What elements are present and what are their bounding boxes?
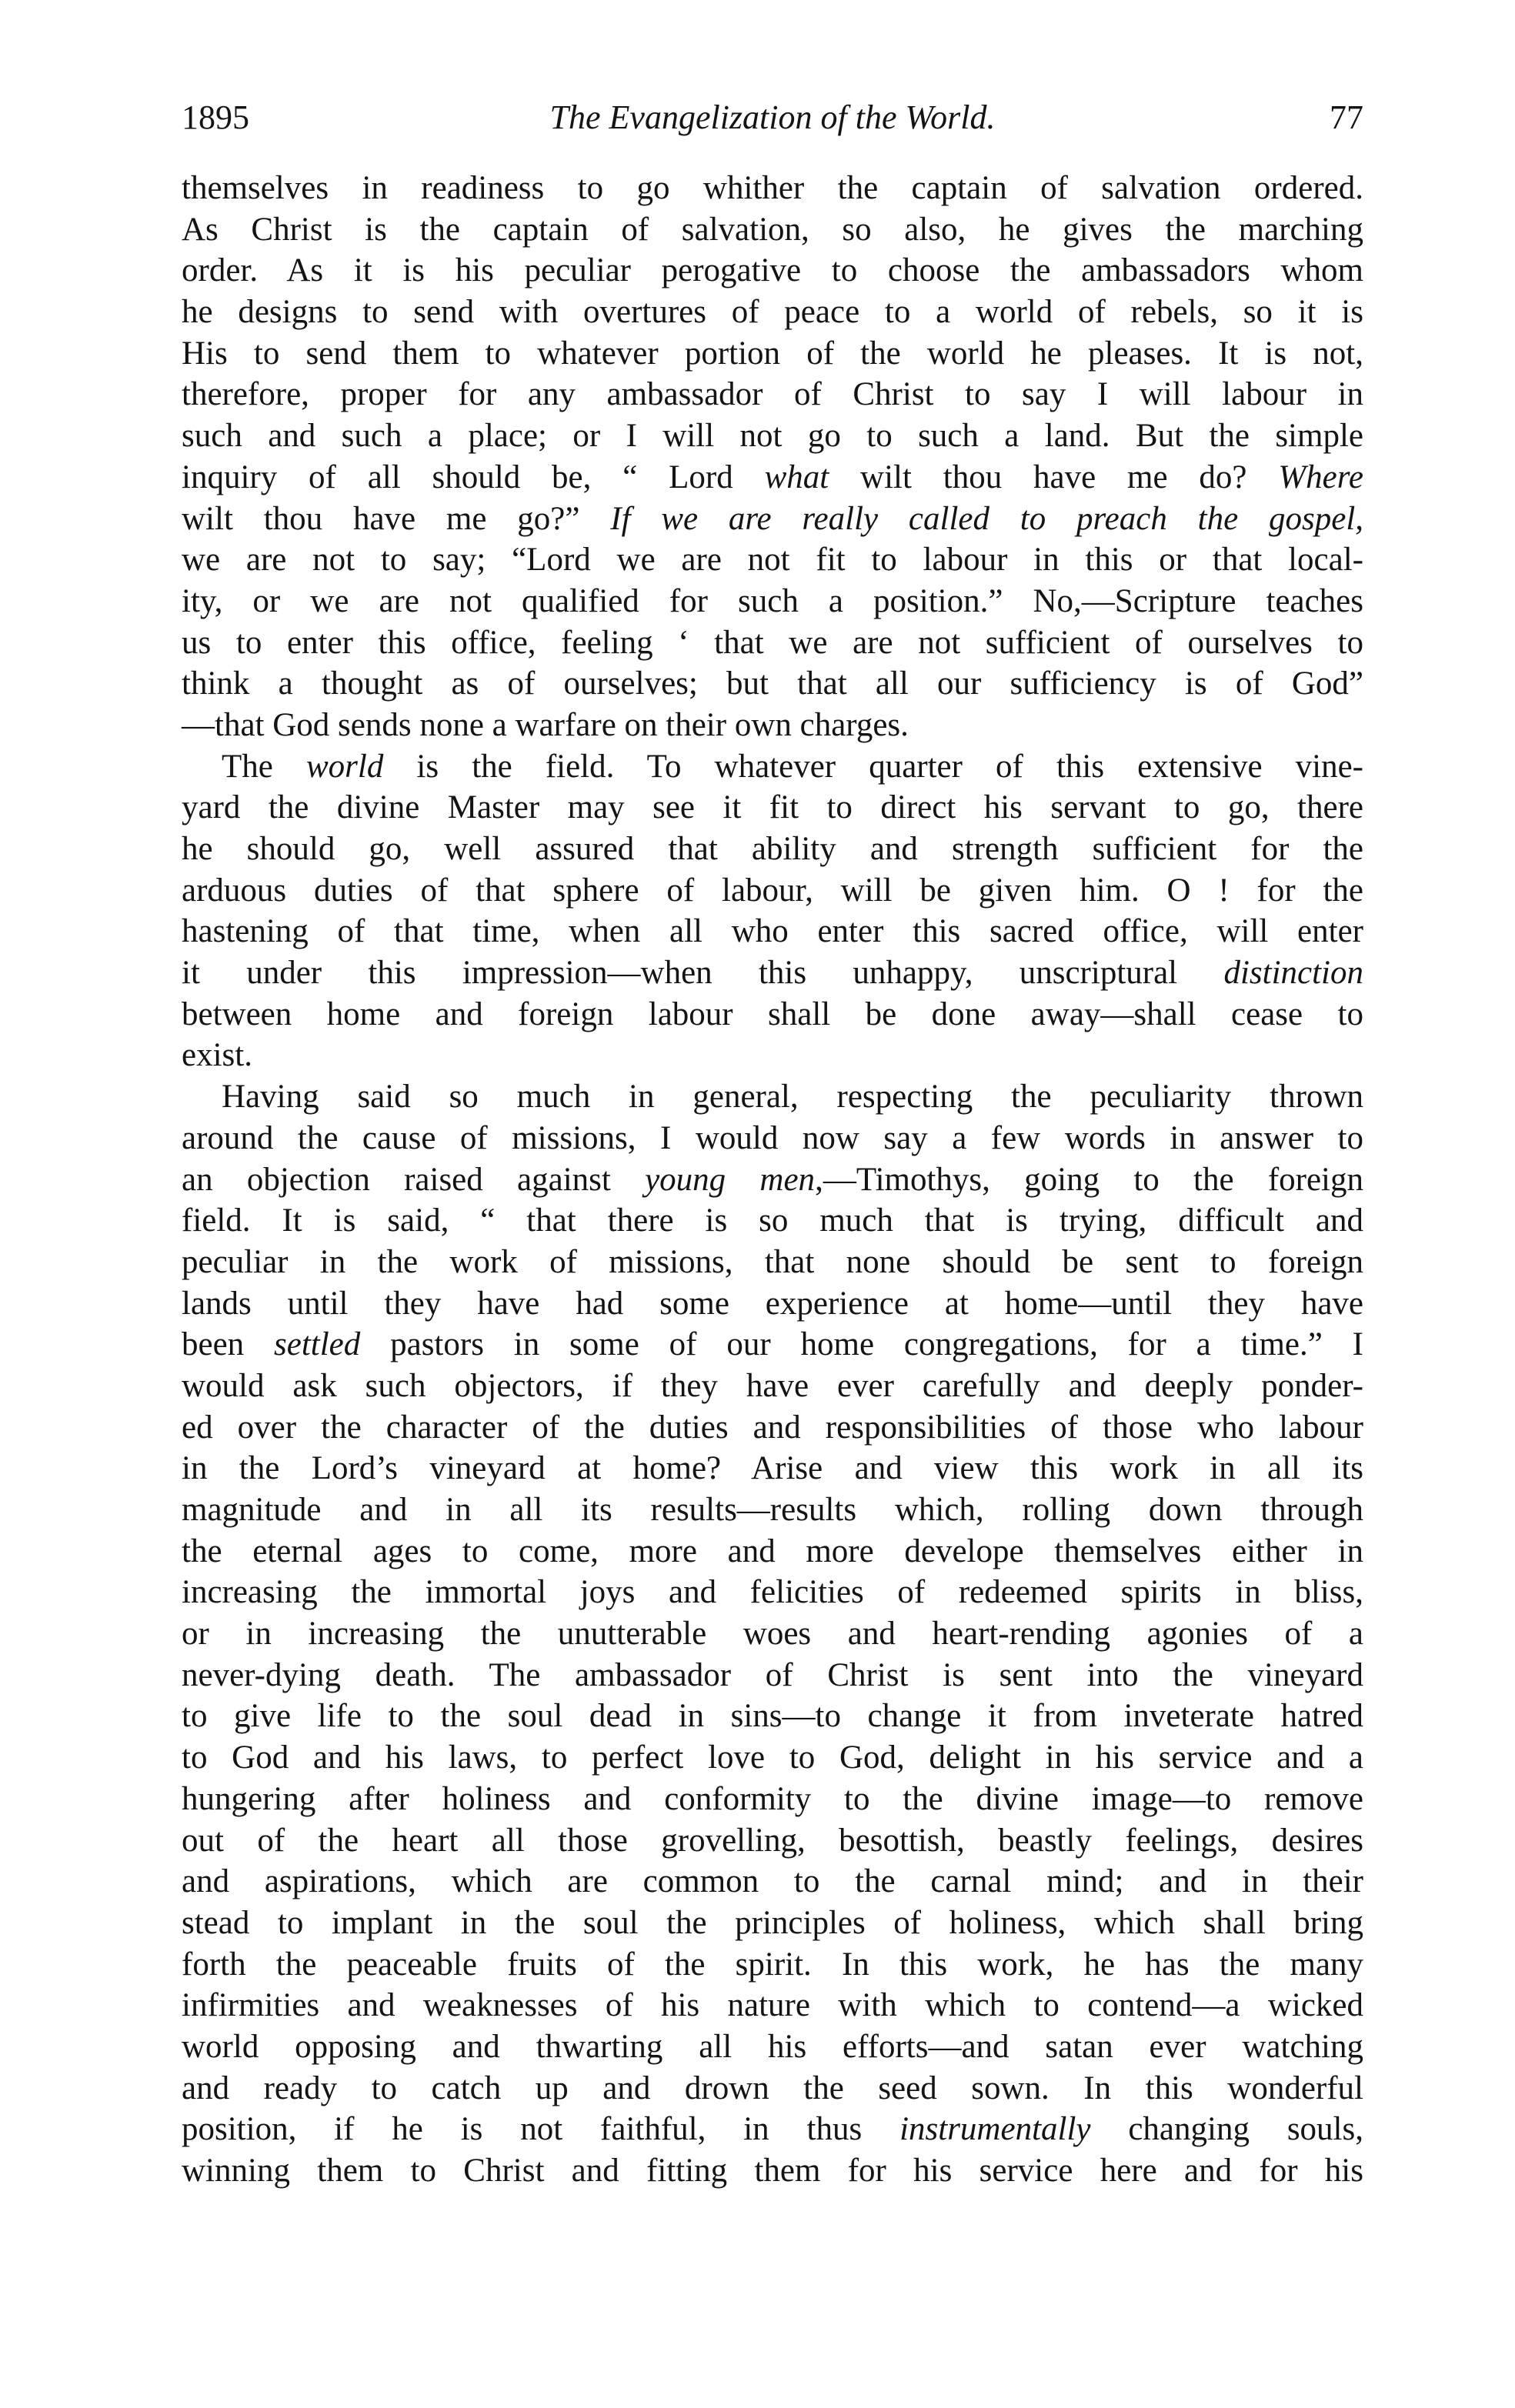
paragraph [182,746,1363,1077]
text-line [182,746,1363,788]
text-segment: order. As it is his peculiar perogative to choose the ambassadors whom [182,252,1363,289]
text-segment: to give life to the soul dead in sins—to change it from inveterate hatred [182,1698,1363,1735]
body-text [182,168,1363,2192]
italic-text: distinction [1223,955,1363,992]
text-segment: never-dying death. The ambassador of Christ is sent into the vineyard [182,1656,1363,1693]
page-number: 77 [1330,98,1363,136]
text-line [182,787,1363,829]
text-line [182,333,1363,375]
text-segment: inquiry of all should be, “ Lord [182,459,765,495]
text-line [182,2068,1363,2110]
text-segment: increasing the immortal joys and felicities of redeemed spirits in bliss, [182,1574,1363,1611]
text-line [182,1861,1363,1903]
text-segment: and ready to catch up and drown the seed sown. In this wonderful [182,2069,1363,2106]
text-line [182,1159,1363,1201]
text-segment: or in increasing the unutterable woes and heart-rending agonies of a [182,1616,1363,1653]
italic-text: world [305,748,384,785]
text-segment: The [222,748,306,785]
text-line [182,1242,1363,1283]
text-segment: infirmities and weaknesses of his nature with which to contend—a wicked [182,1987,1363,2024]
text-line [182,1407,1363,1449]
text-segment: world opposing and thwarting all his efforts—and satan ever watching [182,2028,1363,2065]
text-segment: the eternal ages to come, more and more develope themselves either in [182,1533,1363,1569]
text-line [182,250,1363,292]
text-segment: he should go, well assured that ability and strength sufficient for the [182,831,1363,867]
text-line [182,581,1363,622]
text-segment: ,—Timothys, going to the foreign [815,1161,1363,1198]
text-segment: exist. [182,1037,252,1074]
text-line [182,415,1363,457]
text-segment: think a thought as of ourselves; but that all our sufficiency is of God” [182,665,1363,702]
text-line [182,374,1363,415]
text-segment: around the cause of missions, I would now say a few words in answer to [182,1119,1363,1156]
text-line [182,1489,1363,1531]
text-line [182,1903,1363,1944]
text-line [182,829,1363,870]
text-line [182,952,1363,994]
text-segment: wilt thou have me do? [829,459,1279,495]
italic-text: young men [645,1161,816,1198]
italic-text: instrumentally [899,2111,1091,2148]
text-segment: magnitude and in all its results—results which, rolling down through [182,1492,1363,1528]
text-segment: winning them to Christ and fitting them for his service here and for his [182,2153,1363,2189]
text-line [182,1820,1363,1862]
text-line [182,622,1363,664]
text-segment: Having said so much in general, respecting the peculiarity thrown [222,1079,1363,1116]
text-segment: —that God sends none a warfare on their own charges. [182,706,909,743]
text-segment: position, if he is not faithful, in thus [182,2111,900,2148]
text-segment: out of the heart all those grovelling, besottish, beastly feelings, desires [182,1822,1363,1859]
text-segment: His to send them to whatever portion of the world he pleases. It is not, [182,335,1363,372]
text-segment: wilt thou have me go?” [182,500,611,537]
text-line [182,168,1363,209]
text-line [182,1118,1363,1159]
text-line [182,870,1363,912]
text-segment: it under this impression—when this unhappy, unscriptural [182,955,1224,992]
text-line [182,1779,1363,1820]
text-segment: in the Lord’s vineyard at home? Arise and view this work in all its [182,1450,1363,1487]
text-line [182,1324,1363,1366]
text-segment: ed over the character of the duties and responsibilities of those who labour [182,1409,1363,1446]
text-segment: us to enter this office, feeling ‘ that we are not sufficient of ourselves to [182,624,1363,661]
text-line [182,1985,1363,2026]
text-line [182,292,1363,333]
text-line [182,1737,1363,1779]
italic-text: If we are really called to preach the gospel, [610,500,1364,537]
text-segment: pastors in some of our home congregations, for a time.” I [360,1326,1363,1363]
text-line [182,457,1363,499]
paragraph [182,168,1363,746]
text-line [182,1200,1363,1242]
text-segment: stead to implant in the soul the principles of holiness, which shall bring [182,1904,1363,1941]
text-segment: ity, or we are not qualified for such a position.” No,—Scripture teaches [182,582,1363,619]
italic-text: Where [1278,459,1363,495]
text-line [182,1283,1363,1325]
text-segment: peculiar in the work of missions, that none should be sent to foreign [182,1243,1363,1280]
italic-text: what [764,459,829,495]
text-line [182,1613,1363,1655]
italic-text: settled [274,1326,361,1363]
text-segment: to God and his laws, to perfect love to God, delight in his service and a [182,1739,1363,1776]
text-segment: themselves in readiness to go whither the captain of salvation ordered. [182,170,1363,206]
text-segment: we are not to say; “Lord we are not fit to labour in this or that local- [182,542,1363,579]
text-segment: field. It is said, “ that there is so much that is trying, difficult and [182,1202,1363,1239]
text-segment: such and such a place; or I will not go to such a land. But the simple [182,418,1363,455]
text-segment: and aspirations, which are common to the carnal mind; and in their [182,1863,1363,1900]
text-segment: hastening of that time, when all who enter this sacred office, will enter [182,913,1363,950]
text-line [182,2109,1363,2150]
text-line [182,209,1363,251]
text-line [182,994,1363,1036]
text-line [182,1366,1363,1407]
text-segment: arduous duties of that sphere of labour, will be given him. O ! for the [182,872,1363,909]
text-line [182,1696,1363,1737]
text-segment: yard the divine Master may see it fit to direct his servant to go, there [182,789,1363,826]
text-segment: forth the peaceable fruits of the spirit. In this work, he has the many [182,1946,1363,1983]
text-line [182,1448,1363,1489]
text-line [182,1531,1363,1573]
running-head [182,91,1363,145]
text-segment: changing souls, [1090,2111,1363,2148]
text-line [182,1035,1363,1076]
text-line [182,705,1363,746]
text-line [182,911,1363,952]
text-line [182,1572,1363,1613]
paragraph [182,1076,1363,2192]
header-title: The Evangelization of the World. [549,98,996,136]
text-segment: been [182,1326,275,1363]
text-segment: between home and foreign labour shall be done away—shall cease to [182,996,1363,1032]
text-segment: As Christ is the captain of salvation, so also, he gives the marching [182,211,1363,248]
text-line [182,663,1363,705]
text-line [182,2150,1363,2192]
text-segment: would ask such objectors, if they have ever carefully and deeply ponder- [182,1367,1363,1404]
text-line [182,1944,1363,1986]
header-year: 1895 [182,98,249,136]
text-segment: hungering after holiness and conformity to the divine image—to remove [182,1780,1363,1817]
text-line [182,2026,1363,2068]
text-segment: an objection raised against [182,1161,646,1198]
text-segment: is the field. To whatever quarter of this extensive vine- [383,748,1363,785]
text-segment: lands until they have had some experience at home—until they have [182,1285,1363,1322]
text-line [182,499,1363,540]
text-segment: he designs to send with overtures of peace to a world of rebels, so it is [182,294,1363,331]
text-line [182,1076,1363,1118]
text-line [182,539,1363,581]
text-line [182,1655,1363,1696]
text-segment: therefore, proper for any ambassador of Christ to say I will labour in [182,376,1363,413]
